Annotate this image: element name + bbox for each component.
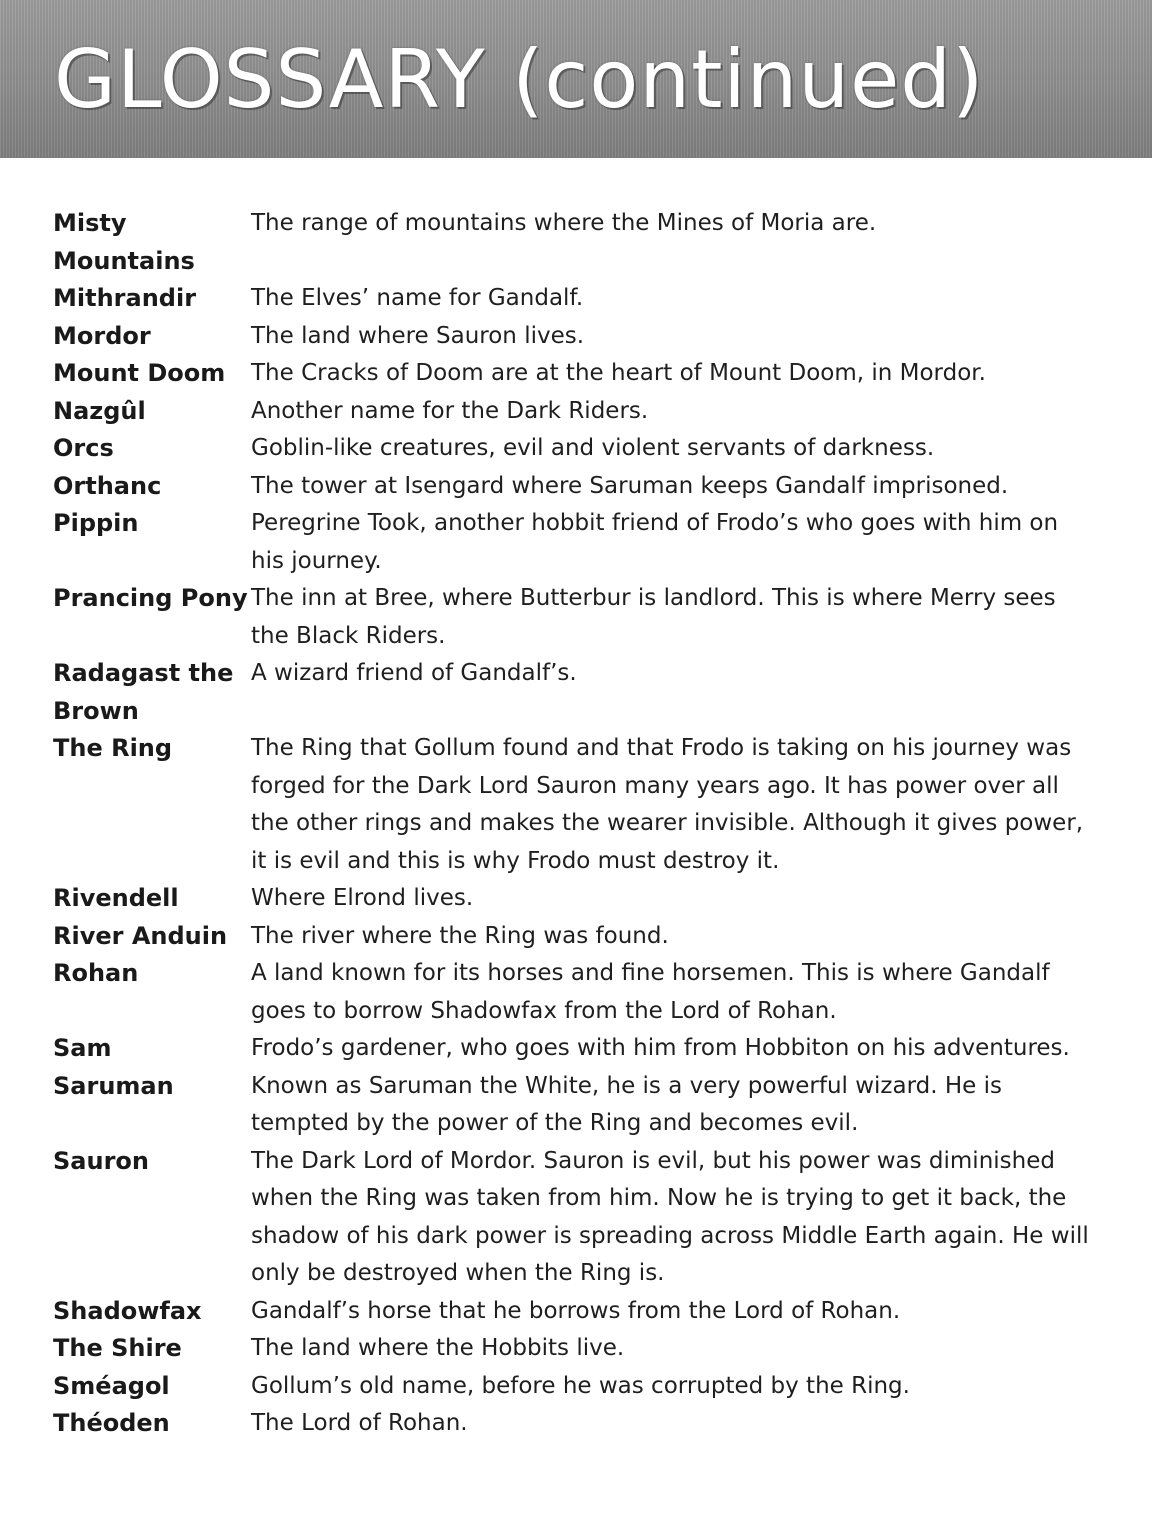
glossary-entry (53, 1068, 1093, 1143)
glossary-definition: The land where Sauron lives. (251, 322, 585, 349)
glossary-term: Shadowfax (53, 1296, 202, 1325)
glossary-term: Pippin (53, 509, 139, 537)
glossary-entry (53, 205, 1093, 280)
glossary-entry (53, 280, 1093, 318)
glossary-definition: The inn at Bree, where Butterbur is landlord. This is where Merry sees the Black Riders. (251, 585, 1056, 649)
glossary-term: Mordor (53, 321, 151, 350)
glossary-term: Sam (53, 1034, 112, 1062)
glossary-term: Prancing Pony (53, 584, 248, 612)
glossary-definition: Frodo’s gardener, who goes with him from Hobbiton on his adventures. (251, 1035, 1070, 1061)
glossary-entry (53, 1293, 1093, 1331)
glossary-entry (53, 1030, 1093, 1068)
glossary-entry (53, 918, 1093, 956)
glossary-entry (53, 1405, 1093, 1443)
glossary-definition: Gandalf’s horse that he borrows from the Lord of Rohan. (251, 1297, 901, 1324)
glossary-term: Rohan (53, 959, 139, 987)
glossary-term: Orthanc (53, 471, 162, 500)
page-title: GLOSSARY (continued) (54, 33, 985, 126)
glossary-term: Orcs (53, 434, 114, 462)
glossary-definition: The tower at Isengard where Saruman keeps Gandalf imprisoned. (251, 472, 1009, 499)
glossary-definition: A wizard friend of Gandalf’s. (251, 660, 577, 686)
glossary-entry (53, 355, 1093, 393)
glossary-list (53, 205, 1093, 1443)
glossary-definition: The Elves’ name for Gandalf. (251, 285, 584, 311)
glossary-entry (53, 505, 1093, 580)
glossary-definition: The range of mountains where the Mines of Moria are. (251, 210, 877, 236)
glossary-term: The Shire (53, 1334, 182, 1362)
glossary-term: Mount Doom (53, 359, 226, 387)
glossary-term: Sauron (53, 1146, 149, 1175)
glossary-definition: The Dark Lord of Mordor. Sauron is evil, but his power was diminished when the Ring was taken from him. Now he is trying to get it back, the shadow of his dark power is spreading across Middle Earth again. He will only be destroyed when the Ring is. (251, 1147, 1089, 1286)
glossary-definition: Known as Saruman the White, he is a very powerful wizard. He is tempted by the power of the Ring and becomes evil. (251, 1072, 1002, 1136)
glossary-entry (53, 655, 1093, 730)
glossary-definition: The Cracks of Doom are at the heart of Mount Doom, in Mordor. (251, 360, 986, 386)
glossary-entry (53, 393, 1093, 431)
glossary-definition: The Ring that Gollum found and that Frodo is taking on his journey was forged for the Dark Lord Sauron many years ago. It has power over all the other rings and makes the wearer invisible. Although it gives power, it is evil and this is why Frodo must destroy it. (251, 735, 1084, 874)
glossary-entry (53, 468, 1093, 506)
glossary-term: Radagast the Brown (53, 659, 234, 725)
glossary-entry (53, 1330, 1093, 1368)
glossary-entry (53, 1368, 1093, 1406)
glossary-definition: Another name for the Dark Riders. (251, 397, 649, 424)
glossary-term: The Ring (53, 734, 173, 762)
glossary-definition: Gollum’s old name, before he was corrupted by the Ring. (251, 1372, 910, 1399)
glossary-term: Rivendell (53, 884, 179, 912)
glossary-term: Théoden (53, 1409, 170, 1437)
glossary-entry (53, 730, 1093, 880)
glossary-entry (53, 955, 1093, 1030)
glossary-term: Saruman (53, 1071, 174, 1100)
glossary-term: Sméagol (53, 1371, 170, 1400)
glossary-definition: The Lord of Rohan. (251, 1410, 468, 1436)
glossary-definition: The land where the Hobbits live. (251, 1335, 625, 1361)
glossary-definition: A land known for its horses and fine horsemen. This is where Gandalf goes to borrow Shadowfax from the Lord of Rohan. (251, 960, 1050, 1024)
glossary-term: Nazgûl (53, 396, 146, 425)
glossary-definition: Goblin-like creatures, evil and violent servants of darkness. (251, 435, 935, 461)
glossary-term: Misty Mountains (53, 209, 195, 275)
glossary-term: Mithrandir (53, 284, 197, 312)
glossary-entry (53, 1143, 1093, 1293)
glossary-entry (53, 880, 1093, 918)
glossary-entry (53, 580, 1093, 655)
glossary-entry (53, 430, 1093, 468)
header-band (0, 0, 1152, 158)
glossary-term: River Anduin (53, 921, 228, 950)
glossary-definition: Where Elrond lives. (251, 885, 474, 911)
glossary-entry (53, 318, 1093, 356)
glossary-definition: The river where the Ring was found. (251, 922, 669, 949)
glossary-definition: Peregrine Took, another hobbit friend of Frodo’s who goes with him on his journey. (251, 510, 1059, 574)
